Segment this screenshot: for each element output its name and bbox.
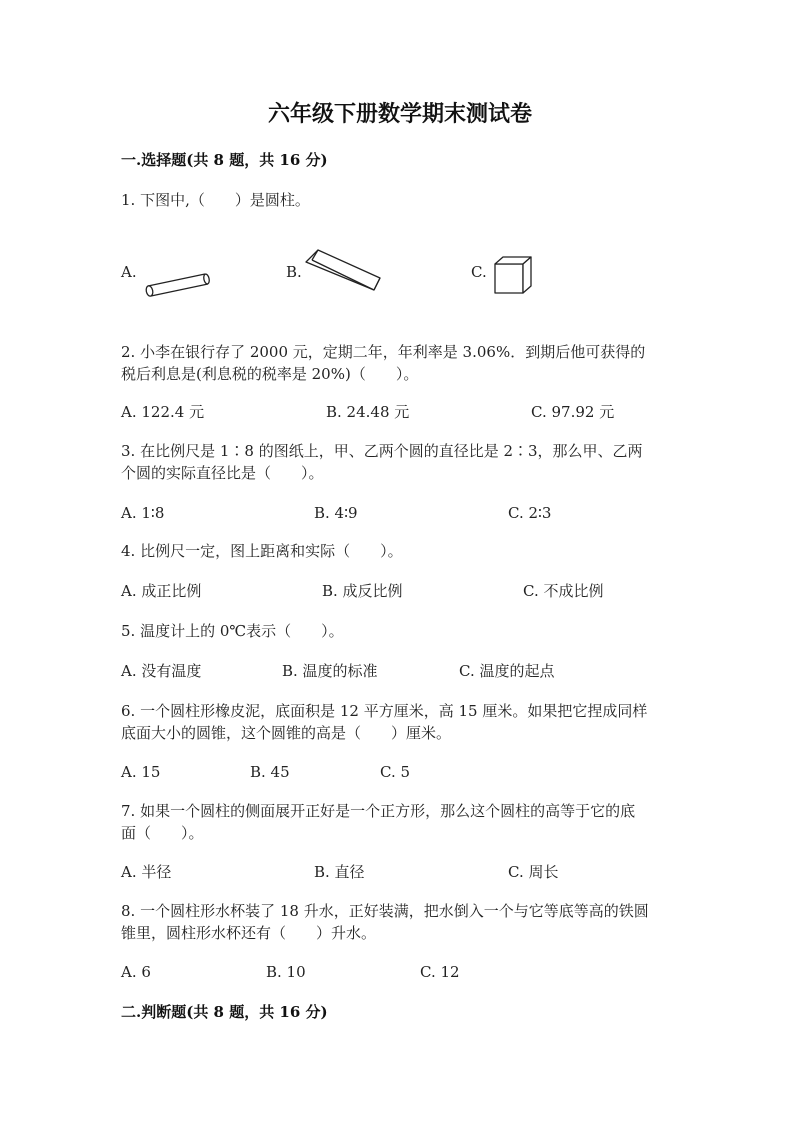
q1-option-c: C.	[471, 263, 487, 281]
q8-option-c: C. 12	[420, 963, 460, 981]
question-1-text: 1. 下图中,（ ）是圆柱。	[121, 191, 310, 209]
q6-option-c: C. 5	[380, 763, 411, 781]
q2-option-b: B. 24.48 元	[326, 403, 410, 421]
q8-option-a: A. 6	[121, 963, 151, 981]
cylinder-rod-icon	[145, 270, 211, 300]
question-3-text-line2: 个圆的实际直径比是（ ）。	[121, 464, 324, 482]
question-6-text-line2: 底面大小的圆锥，这个圆锥的高是（ ）厘米。	[121, 724, 452, 742]
q8-option-b: B. 10	[266, 963, 306, 981]
q3-option-a: A. 1∶8	[121, 504, 165, 522]
triangular-prism-icon	[304, 246, 384, 294]
q3-option-c: C. 2∶3	[508, 504, 552, 522]
q2-option-c: C. 97.92 元	[531, 403, 615, 421]
q7-option-b: B. 直径	[314, 863, 365, 881]
q4-option-a: A. 成正比例	[121, 582, 202, 600]
question-3-text-line1: 3. 在比例尺是 1∶8 的图纸上，甲、乙两个圆的直径比是 2∶3，那么甲、乙两	[121, 442, 643, 460]
question-2-text-line2: 税后利息是(利息税的税率是 20%)（ ）。	[121, 365, 419, 383]
question-8-text-line2: 锥里，圆柱形水杯还有（ ）升水。	[121, 924, 377, 942]
q3-option-b: B. 4∶9	[314, 504, 358, 522]
q5-option-b: B. 温度的标准	[282, 662, 378, 680]
q4-option-c: C. 不成比例	[523, 582, 604, 600]
q7-option-c: C. 周长	[508, 863, 559, 881]
section-heading-choice: 一.选择题(共 8 题，共 16 分)	[121, 151, 328, 169]
section-heading-judgment: 二.判断题(共 8 题，共 16 分)	[121, 1003, 328, 1021]
question-2-text-line1: 2. 小李在银行存了 2000 元，定期二年，年利率是 3.06%．到期后他可获得的	[121, 343, 646, 361]
question-7-text-line2: 面（ ）。	[121, 824, 204, 842]
page-title: 六年级下册数学期末测试卷	[267, 101, 532, 127]
question-6-text-line1: 6. 一个圆柱形橡皮泥，底面积是 12 平方厘米，高 15 厘米。如果把它捏成同样	[121, 702, 648, 720]
question-5-text: 5. 温度计上的 0℃表示（ ）。	[121, 622, 344, 640]
question-7-text-line1: 7. 如果一个圆柱的侧面展开正好是一个正方形，那么这个圆柱的高等于它的底	[121, 802, 636, 820]
question-4-text: 4. 比例尺一定，图上距离和实际（ ）。	[121, 542, 403, 560]
q2-option-a: A. 122.4 元	[121, 403, 205, 421]
q6-option-b: B. 45	[250, 763, 290, 781]
q7-option-a: A. 半径	[121, 863, 172, 881]
q5-option-c: C. 温度的起点	[459, 662, 555, 680]
question-8-text-line1: 8. 一个圆柱形水杯装了 18 升水，正好装满，把水倒入一个与它等底等高的铁圆	[121, 902, 649, 920]
q1-option-b: B.	[286, 263, 302, 281]
q4-option-b: B. 成反比例	[322, 582, 403, 600]
cube-icon	[492, 254, 534, 296]
q6-option-a: A. 15	[121, 763, 161, 781]
q1-option-a: A.	[121, 263, 137, 281]
q5-option-a: A. 没有温度	[121, 662, 202, 680]
